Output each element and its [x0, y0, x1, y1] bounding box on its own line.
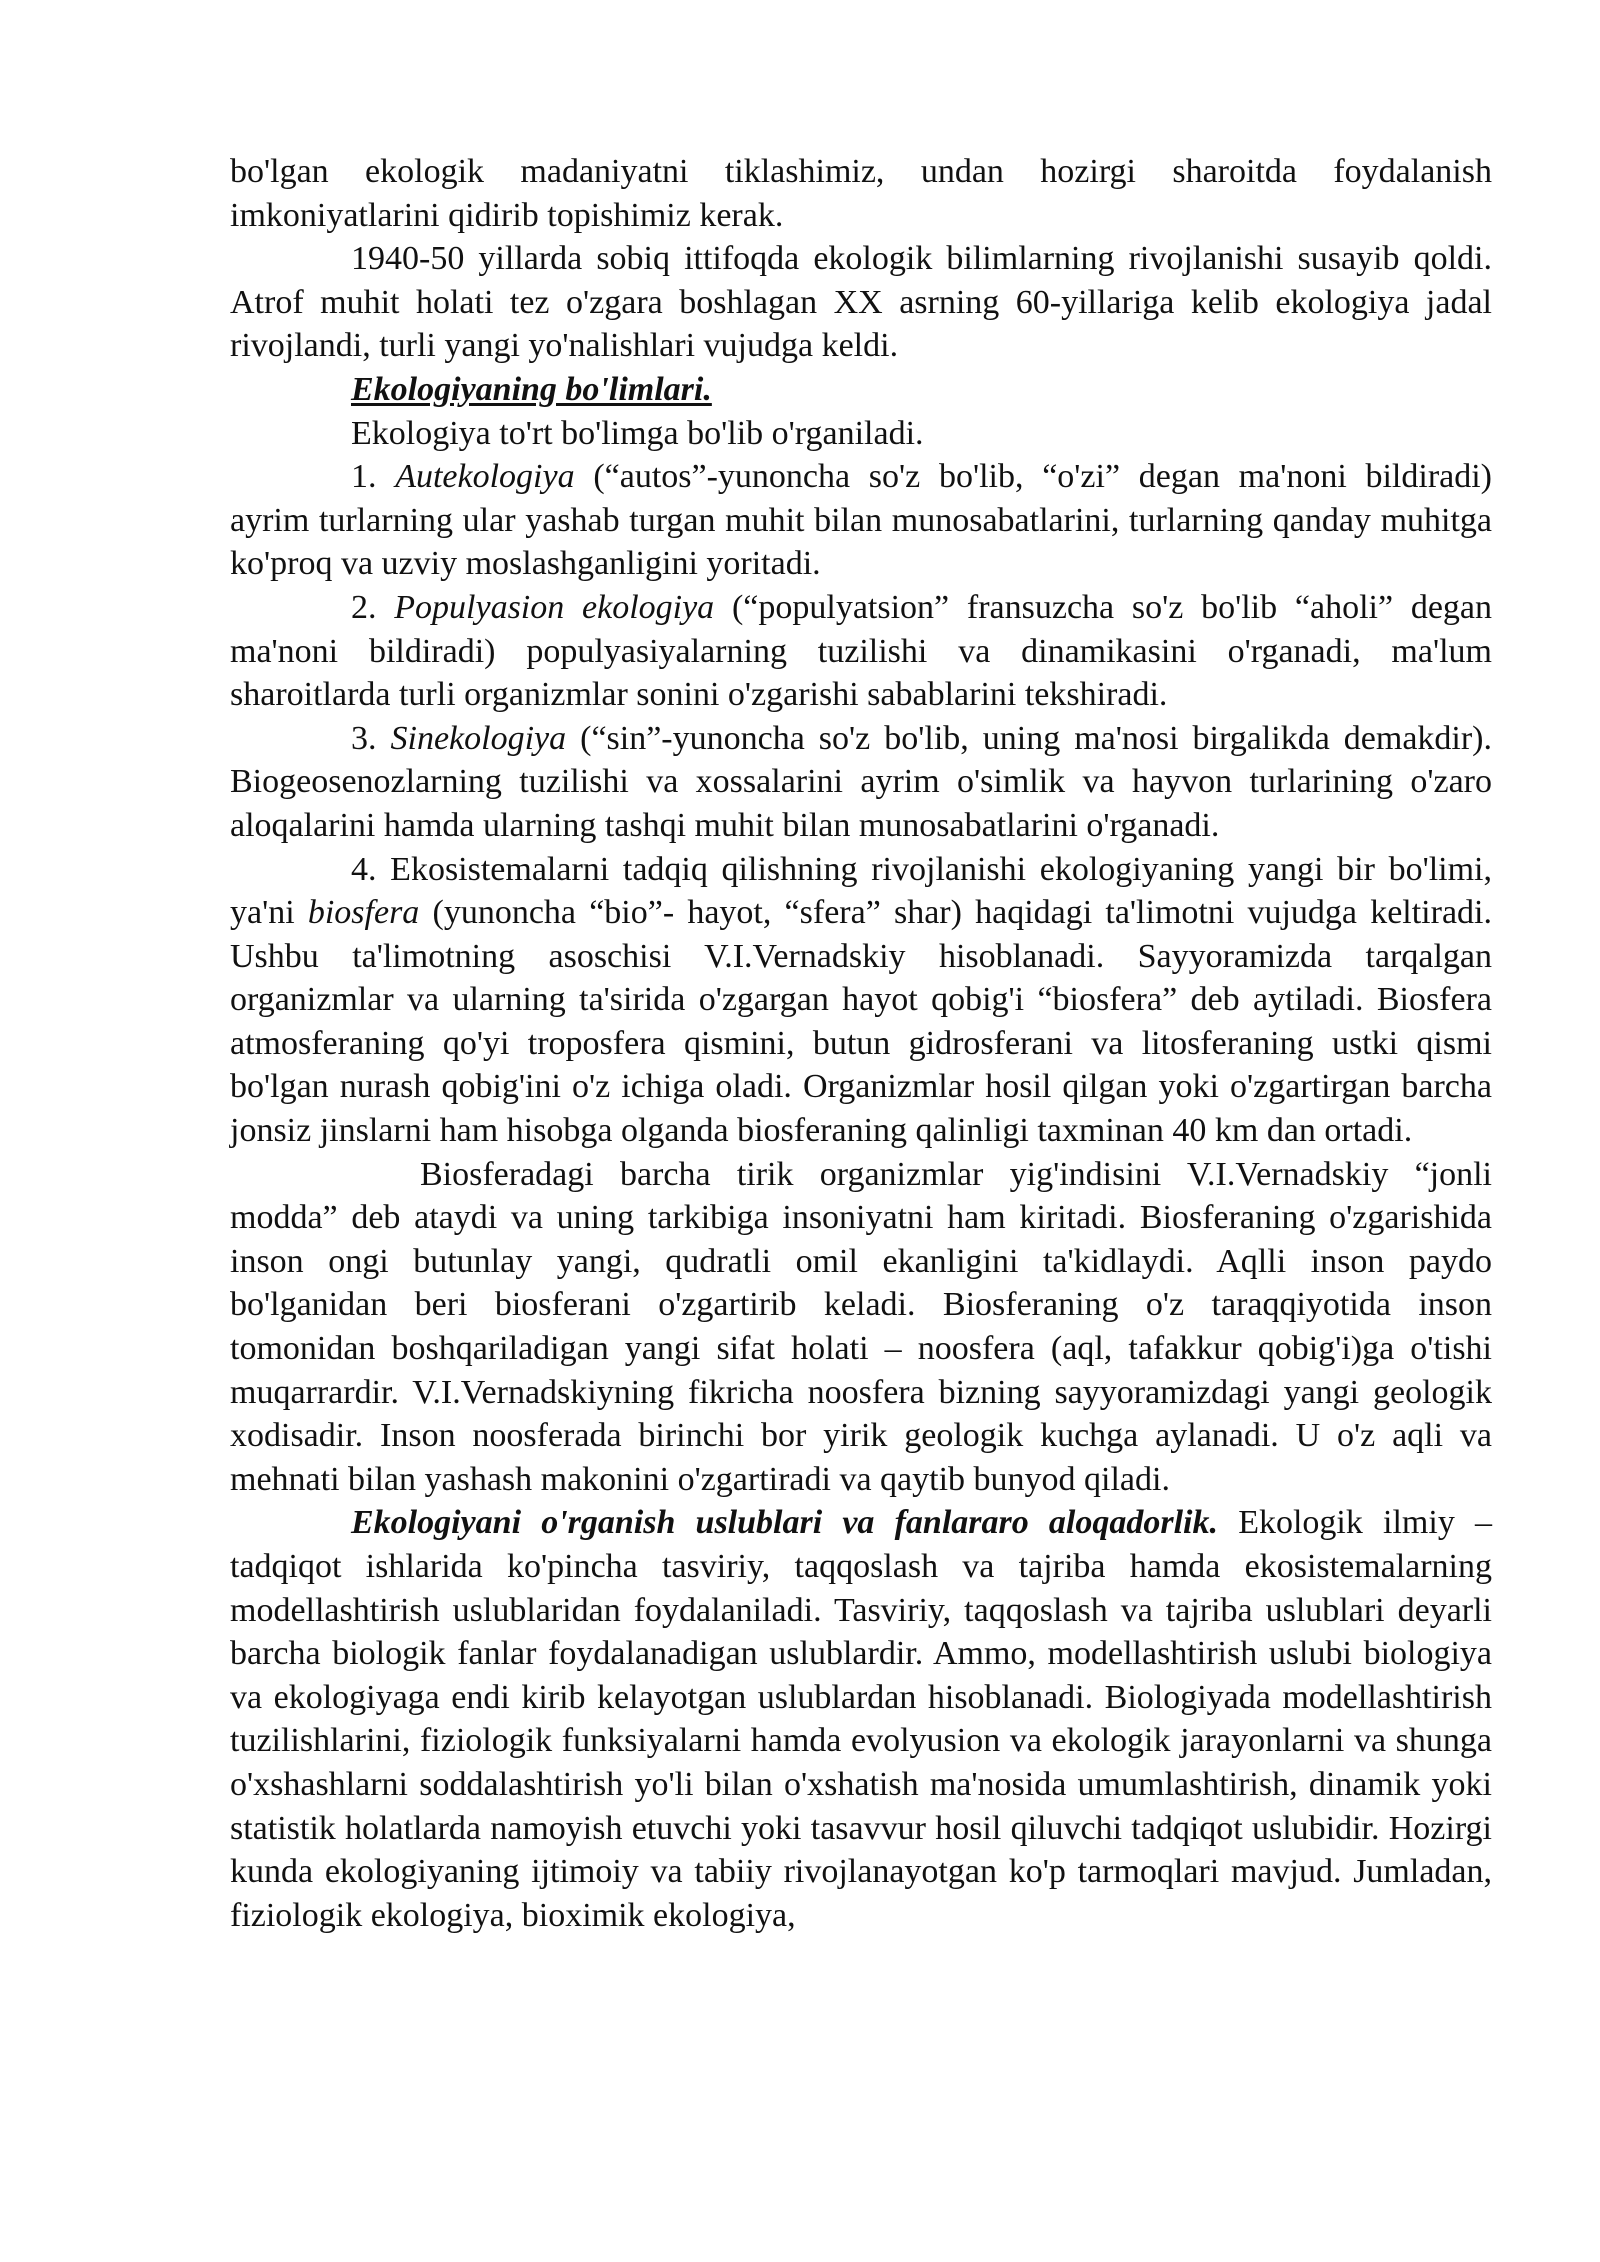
paragraph-methods	[230, 1501, 1492, 1937]
section-heading-ekologiya-bolimlari	[230, 368, 1492, 412]
term-biosfera: biosfera	[307, 894, 420, 932]
list-item-text-after: (yunoncha “bio”- hayot, “sfera” shar) haqidagi ta'limotni vujudga keltiradi. Ushbu ta'limotning asoschisi V.I.Vernadskiy hisoblanadi. Sayyoramizda tarqalgan organizmlar va ularning ta'sirida o'zgargan hayot qobig'i “biosfera” deb aytiladi. Biosfera atmosferaning qo'yi troposfera qismini, butun gidrosferani va litosferaning ustki qismi bo'lgan nurash qobig'ini o'z ichiga oladi. Organizmlar hosil qilgan yoki o'zgartirgan barcha jonsiz jinslarni ham hisobga olganda biosferaning qalinligi taxminan 40 km dan ortadi.	[230, 894, 1492, 1150]
list-item-populyasion-ekologiya	[230, 586, 1492, 717]
paragraph-1940-50: 1940-50 yillarda sobiq ittifoqda ekologik bilimlarning rivojlanishi susayib qoldi. Atrof muhit holati tez o'zgara boshlagan XX asrning 60-yillariga kelib ekologiya jadal rivojlandi, turli yangi yo'nalishlari vujudga keldi.	[230, 240, 1492, 365]
paragraph-intro-continuation: bo'lgan ekologik madaniyatni tiklashimiz, undan hozirgi sharoitda foydalanish imkoniyatlarini qidirib topishimiz kerak.	[230, 153, 1492, 234]
list-item-number: 3.	[351, 719, 391, 757]
list-item-text: (“sin”-yunoncha so'z bo'lib, uning ma'nosi birgalikda demakdir). Biogeosenozlarning tuzilishi va xossalarini ayrim o'simlik va hayvon turlarining o'zaro aloqalarini hamda ularning tashqi muhit bilan munosabatlarini o'rganadi.	[230, 719, 1492, 844]
list-item-number: 2.	[351, 588, 395, 626]
list-item-text-before: Ekosistemalarni tadqiq qilishning rivojlanishi ekologiyaning yangi bir bo'limi, ya'ni	[230, 850, 1493, 932]
term-sinekologiya: Sinekologiya	[390, 719, 567, 757]
list-item-biosfera	[230, 848, 1492, 1153]
term-populyasion-ekologiya: Populyasion ekologiya	[394, 588, 715, 626]
document-page	[230, 150, 1492, 1937]
paragraph-methods-heading: Ekologiyani o'rganish uslublari va fanlararo aloqadorlik.	[351, 1504, 1219, 1542]
term-autekologiya: Autekologiya	[395, 458, 575, 496]
section-heading-text: Ekologiyaning bo'limlari.	[351, 370, 712, 408]
list-item-text: (“populyatsion” fransuzcha so'z bo'lib “aholi” degan ma'noni bildiradi) populyasiyalarning tuzilishi va dinamikasini o'rganadi, ma'lum sharoitlarda turli organizmlar sonini o'zgarishi sabablarini tekshiradi.	[230, 588, 1492, 714]
list-item-text: (“autos”-yunoncha so'z bo'lib, “o'zi” degan ma'noni bildiradi) ayrim turlarning ular yashab turgan muhit bilan munosabatlarini, turlarning qanday muhitga ko'proq va uzviy moslashganligini yoritadi.	[230, 458, 1492, 583]
list-item-number: 4.	[351, 850, 391, 888]
list-item-number: 1.	[351, 458, 396, 496]
paragraph-methods-text: Ekologik ilmiy – tadqiqot ishlarida ko'pincha tasviriy, taqqoslash va tajriba hamda ekosistemalarning modellashtirish uslublaridan foydalaniladi. Tasviriy, taqqoslash va tajriba uslublari deyarli barcha biologik fanlar foydalanadigan uslublardir. Ammo, modellashtirish uslubi biologiya va ekologiyaga endi kirib kelayotgan uslublardan hisoblanadi. Biologiyada modellashtirish tuzilishlarini, fiziologik funksiyalarni hamda evolyusion va ekologik jarayonlarni va shunga o'xshashlarni soddalashtirish yo'li bilan o'xshatish ma'nosida umumlashtirish, dinamik yoki statistik holatlarda namoyish etuvchi yoki tasavvur hosil qiluvchi tadqiqot uslubidir. Hozirgi kunda ekologiyaning ijtimoiy va tabiiy rivojlanayotgan ko'p tarmoqlari mavjud. Jumladan, fiziologik ekologiya, bioximik ekologiya,	[230, 1504, 1492, 1934]
paragraph-four-branches: Ekologiya to'rt bo'limga bo'lib o'rganiladi.	[351, 414, 924, 452]
list-item-autekologiya	[230, 455, 1492, 586]
list-item-sinekologiya	[230, 717, 1492, 848]
paragraph-noosfera: Biosferadagi barcha tirik organizmlar yig'indisini V.I.Vernadskiy “jonli modda” deb ataydi va uning tarkibiga insoniyatni ham kiritadi. Biosferaning o'zgarishida inson ongi butunlay yangi, qudratli omil ekanligini ta'kidlaydi. Aqlli inson paydo bo'lganidan beri biosferani o'zgartirib keladi. Biosferaning o'z taraqqiyotida inson tomonidan boshqariladigan yangi sifat holati – noosfera (aql, tafakkur qobig'i)ga o'tishi muqarrardir. V.I.Vernadskiyning fikricha noosfera bizning sayyoramizdagi yangi geologik xodisadir. Inson noosferada birinchi bor yirik geologik kuchga aylanadi. U o'z aqli va mehnati bilan yashash makonini o'zgartiradi va qaytib bunyod qiladi.	[230, 1155, 1492, 1498]
